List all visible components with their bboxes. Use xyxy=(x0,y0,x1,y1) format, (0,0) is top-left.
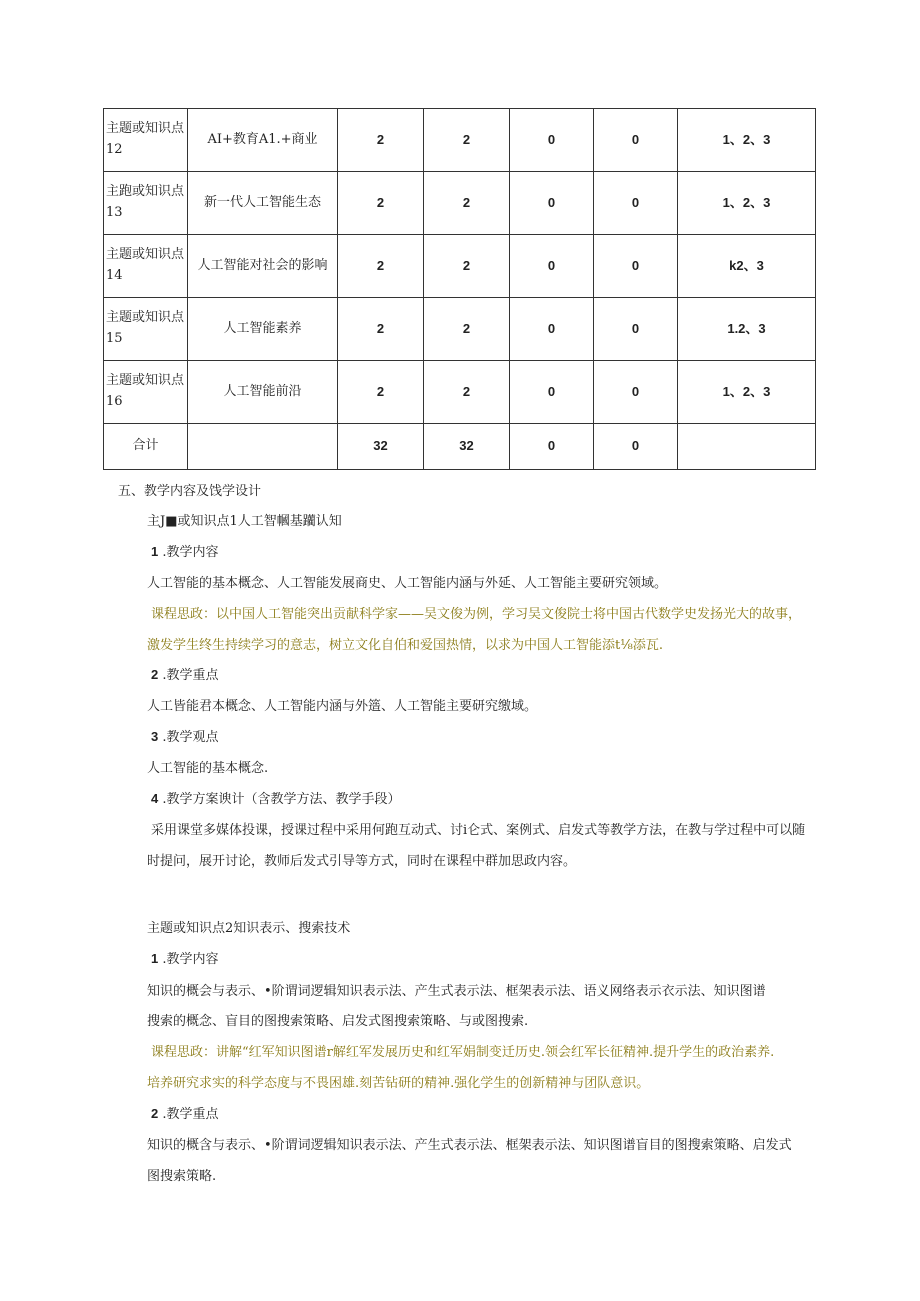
heading-text: .教学重点 xyxy=(162,1107,219,1122)
heading-number: 1 xyxy=(151,951,159,966)
table-body xyxy=(104,109,816,470)
topic-cell: 主跑或知识点13 xyxy=(104,172,188,235)
topic2-ideology-line1: 课程思政：讲解“红军知识图谱r解红军发展历史和红军娟制变迁历史.领会红军长征精神.提升学生的政治素养. xyxy=(151,1045,775,1060)
total-hours-cell: 32 xyxy=(424,424,510,470)
topic1-ideology-line2: 激发学生终生持续学习的意志，树立文化自伯和爱国热情，以求为中国人工智能添t⅛添瓦. xyxy=(147,638,663,653)
topic1-method-heading xyxy=(151,788,401,807)
goals-cell: 1.2、3 xyxy=(678,298,816,361)
heading-number: 4 xyxy=(151,791,159,806)
topic1-key-heading xyxy=(151,664,219,683)
hours-cell: 0 xyxy=(594,361,678,424)
heading-number: 3 xyxy=(151,729,159,744)
hours-cell: 2 xyxy=(338,361,424,424)
topic2-key-line2: 图搜索策略. xyxy=(147,1169,217,1184)
hours-cell: 0 xyxy=(510,172,594,235)
empty-cell xyxy=(678,424,816,470)
table-row xyxy=(104,298,816,361)
topic2-content-line1: 知识的概会与表示、•阶谓词逻辑知识表示法、产生式表示法、框架表示法、语义网络表示衣示法、知识图谱 xyxy=(147,984,766,999)
topic-name-cell: 人工智能素养 xyxy=(188,298,338,361)
hours-cell: 2 xyxy=(424,235,510,298)
hours-table xyxy=(103,108,816,470)
total-hours-cell: 0 xyxy=(594,424,678,470)
hours-cell: 0 xyxy=(510,298,594,361)
topic-name-cell: AI+教育A1.+商业 xyxy=(188,109,338,172)
hours-cell: 2 xyxy=(424,172,510,235)
hours-cell: 2 xyxy=(338,172,424,235)
hours-cell: 2 xyxy=(338,109,424,172)
hours-cell: 0 xyxy=(594,109,678,172)
heading-text: .教学内容 xyxy=(162,545,219,560)
hours-cell: 0 xyxy=(594,172,678,235)
hours-cell: 0 xyxy=(510,109,594,172)
topic-cell: 主题或知识点15 xyxy=(104,298,188,361)
topic-cell: 主题或知识点16 xyxy=(104,361,188,424)
topic2-content-heading xyxy=(151,948,219,967)
topic-cell: 主题或知识点12 xyxy=(104,109,188,172)
topic2-ideology-line2: 培养研究求实的科学态度与不畏困雄.刻苦钻研的精神.强化学生的创新精神与团队意识。 xyxy=(147,1076,650,1091)
topic2-key-heading xyxy=(151,1103,219,1122)
table-row xyxy=(104,235,816,298)
heading-number: 2 xyxy=(151,667,159,682)
total-label-cell: 合计 xyxy=(104,424,188,470)
hours-cell: 0 xyxy=(594,235,678,298)
hours-cell: 0 xyxy=(510,235,594,298)
hours-cell: 2 xyxy=(338,235,424,298)
topic1-content-heading xyxy=(151,541,219,560)
topic-cell: 主题或知识点14 xyxy=(104,235,188,298)
heading-text: .教学内容 xyxy=(162,952,219,967)
topic-name-cell: 人工智能对社会的影响 xyxy=(188,235,338,298)
topic1-method-line2: 时提问，展开讨论，教师后发式引导等方式，同时在课程中群加思政内容。 xyxy=(147,854,577,869)
hours-cell: 2 xyxy=(424,109,510,172)
goals-cell: 1、2、3 xyxy=(678,361,816,424)
goals-cell: 1、2、3 xyxy=(678,172,816,235)
table-row xyxy=(104,109,816,172)
topic1-content: 人工智能的基本概念、人工智能发展商史、人工智能内涵与外延、人工智能主要研究领域。 xyxy=(147,576,668,591)
total-row xyxy=(104,424,816,470)
heading-text: .教学重点 xyxy=(162,668,219,683)
hours-cell: 2 xyxy=(424,298,510,361)
topic1-difficulty-heading xyxy=(151,726,219,745)
total-hours-cell: 32 xyxy=(338,424,424,470)
topic1-key-points: 人工皆能君本概念、人工智能内涵与外簉、人工智能主要研究缴域。 xyxy=(147,699,538,714)
heading-text: .教学方案谀计（含教学方法、教学手段） xyxy=(162,792,401,807)
goals-cell: k2、3 xyxy=(678,235,816,298)
table-row xyxy=(104,172,816,235)
hours-cell: 0 xyxy=(510,361,594,424)
topic-name-cell: 人工智能前沿 xyxy=(188,361,338,424)
hours-cell: 2 xyxy=(338,298,424,361)
topic1-ideology-line1: 课程思政：以中国人工智能突出贡献科学家——吴文俊为例，学习吴文俊院士将中国古代数学史发扬光大的故事， xyxy=(151,607,802,622)
topic-name-cell: 新一代人工智能生态 xyxy=(188,172,338,235)
total-hours-cell: 0 xyxy=(510,424,594,470)
topic2-content-line2: 搜索的概念、盲目的图搜索策略、启发式图搜索策略、与或图搜索. xyxy=(147,1014,529,1029)
table-row xyxy=(104,361,816,424)
hours-cell: 2 xyxy=(424,361,510,424)
heading-number: 1 xyxy=(151,544,159,559)
section-title: 五、教学内容及饯学设计 xyxy=(118,484,262,499)
goals-cell: 1、2、3 xyxy=(678,109,816,172)
topic1-heading: 主J■或知识点1人工智幗基躪认知 xyxy=(147,514,342,529)
topic1-method-line1: 采用课堂多媒体投课，授课过程中采用何跑互动式、讨i仑式、案例式、启发式等教学方法，在教与学过程中可以随 xyxy=(151,823,806,838)
topic2-key-line1: 知识的概含与表示、•阶谓词逻辑知识表示法、产生式表示法、框架表示法、知识图谱盲目的图搜索策略、启发式 xyxy=(147,1138,792,1153)
empty-cell xyxy=(188,424,338,470)
heading-number: 2 xyxy=(151,1106,159,1121)
heading-text: .教学观点 xyxy=(162,730,219,745)
topic1-difficulty: 人工智能的基本概念. xyxy=(147,761,269,776)
topic2-heading: 主题或知识点2知识表示、搜索技术 xyxy=(147,921,351,936)
hours-cell: 0 xyxy=(594,298,678,361)
